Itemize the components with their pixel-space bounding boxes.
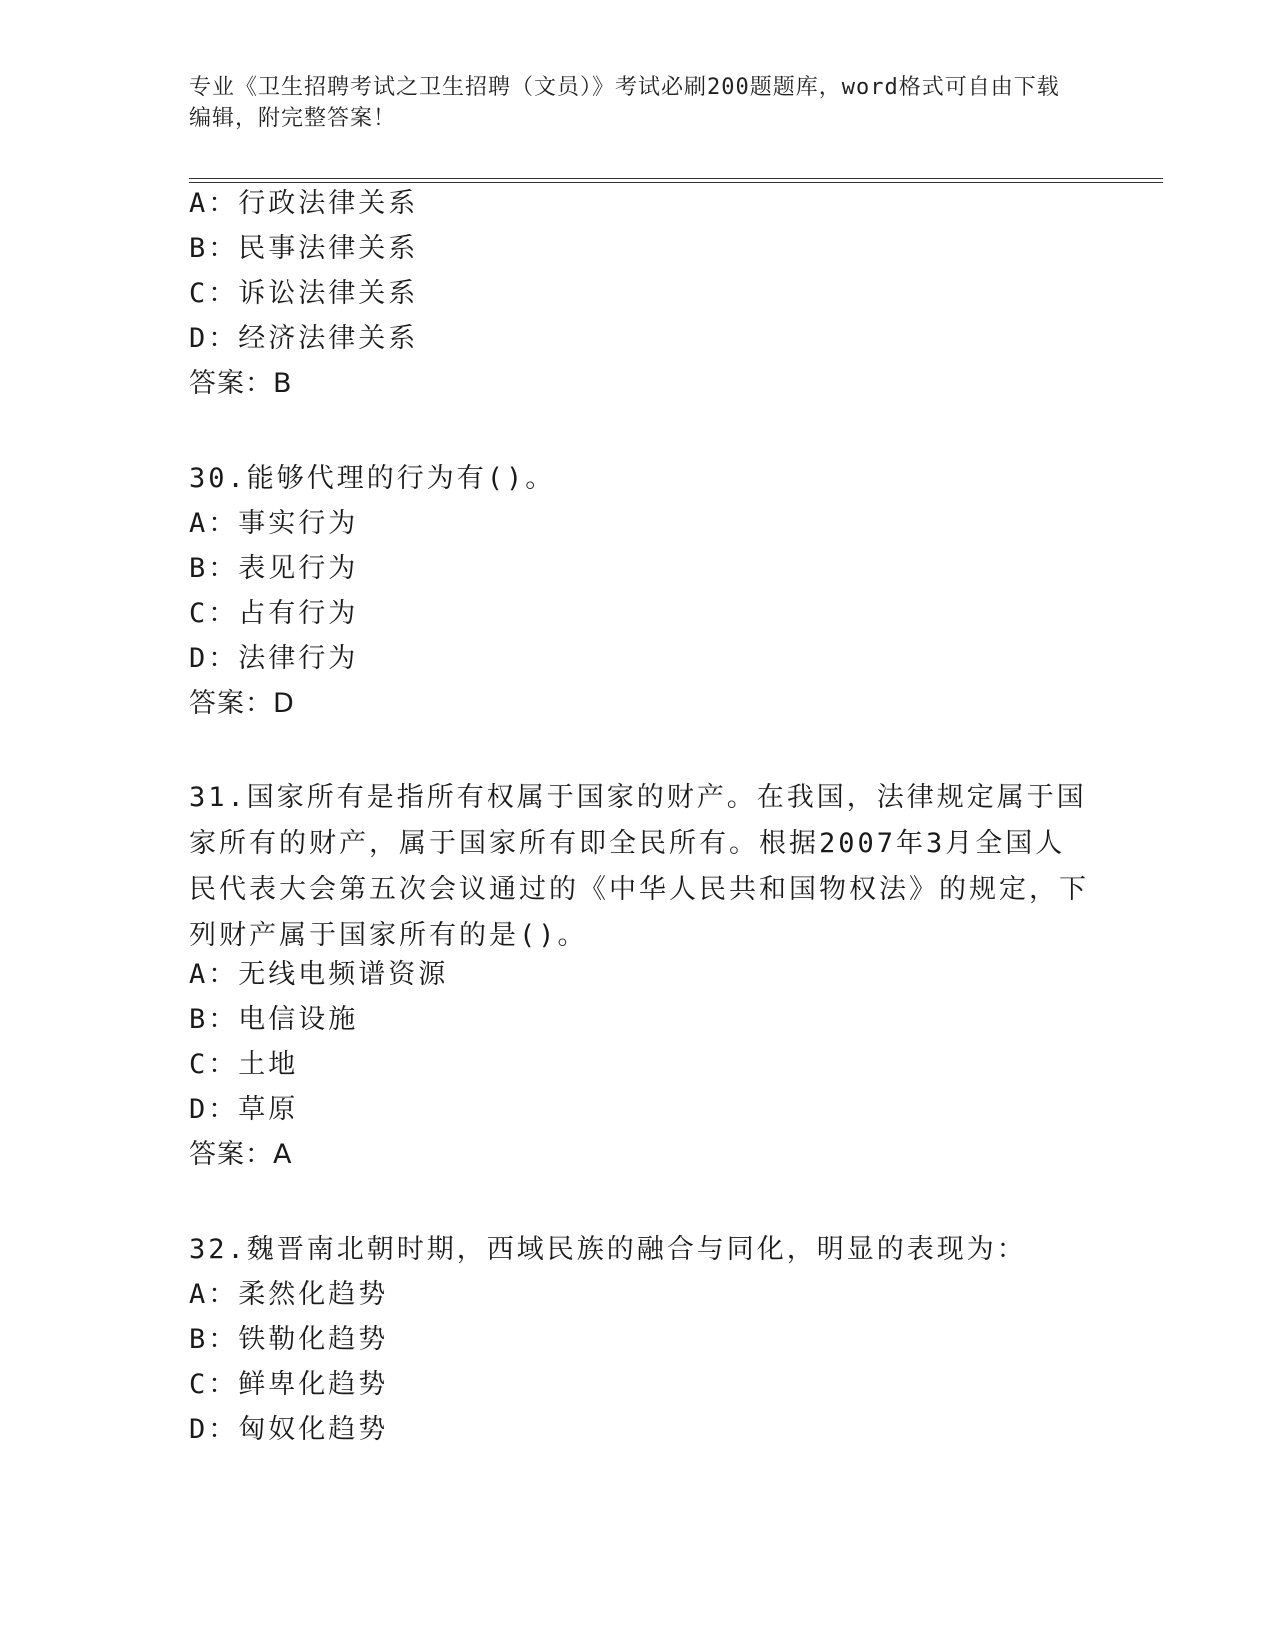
q30-option-d: D：法律行为	[189, 643, 359, 674]
q29-option-b: B：民事法律关系	[189, 233, 419, 264]
q29-option-c: C：诉讼法律关系	[189, 278, 419, 309]
header-divider-top	[189, 178, 1163, 179]
q30-option-c: C：占有行为	[189, 598, 359, 629]
q29-option-d: D：经济法律关系	[189, 323, 419, 354]
q29-answer: 答案：B	[189, 368, 293, 399]
q32-option-b: B：铁勒化趋势	[189, 1324, 389, 1355]
q31-option-b: B：电信设施	[189, 1004, 359, 1035]
document-header: 专业《卫生招聘考试之卫生招聘（文员）》考试必刷200题题库，word格式可自由下载编辑，附完整答案！	[189, 75, 1060, 131]
q30-option-a: A：事实行为	[189, 508, 359, 539]
q31-option-a: A：无线电频谱资源	[189, 959, 449, 990]
q30-answer: 答案：D	[189, 688, 295, 719]
q31-option-c: C：土地	[189, 1049, 299, 1080]
q30-option-b: B：表见行为	[189, 553, 359, 584]
header-divider-bottom	[189, 182, 1163, 183]
q32-option-a: A：柔然化趋势	[189, 1279, 389, 1310]
q31-option-d: D：草原	[189, 1094, 299, 1125]
q31-question: 31.国家所有是指所有权属于国家的财产。在我国，法律规定属于国家所有的财产，属于国家所有即全民所有。根据2007年3月全国人民代表大会第五次会议通过的《中华人民共和国物权法》的规定，下列财产属于国家所有的是()。	[189, 782, 1089, 951]
q29-option-a: A：行政法律关系	[189, 188, 419, 219]
q32-question: 32.魏晋南北朝时期，西域民族的融合与同化，明显的表现为：	[189, 1234, 1027, 1265]
q30-question: 30.能够代理的行为有()。	[189, 463, 556, 494]
q32-option-d: D：匈奴化趋势	[189, 1414, 389, 1445]
q31-answer: 答案：A	[189, 1139, 293, 1170]
q32-option-c: C：鲜卑化趋势	[189, 1369, 389, 1400]
